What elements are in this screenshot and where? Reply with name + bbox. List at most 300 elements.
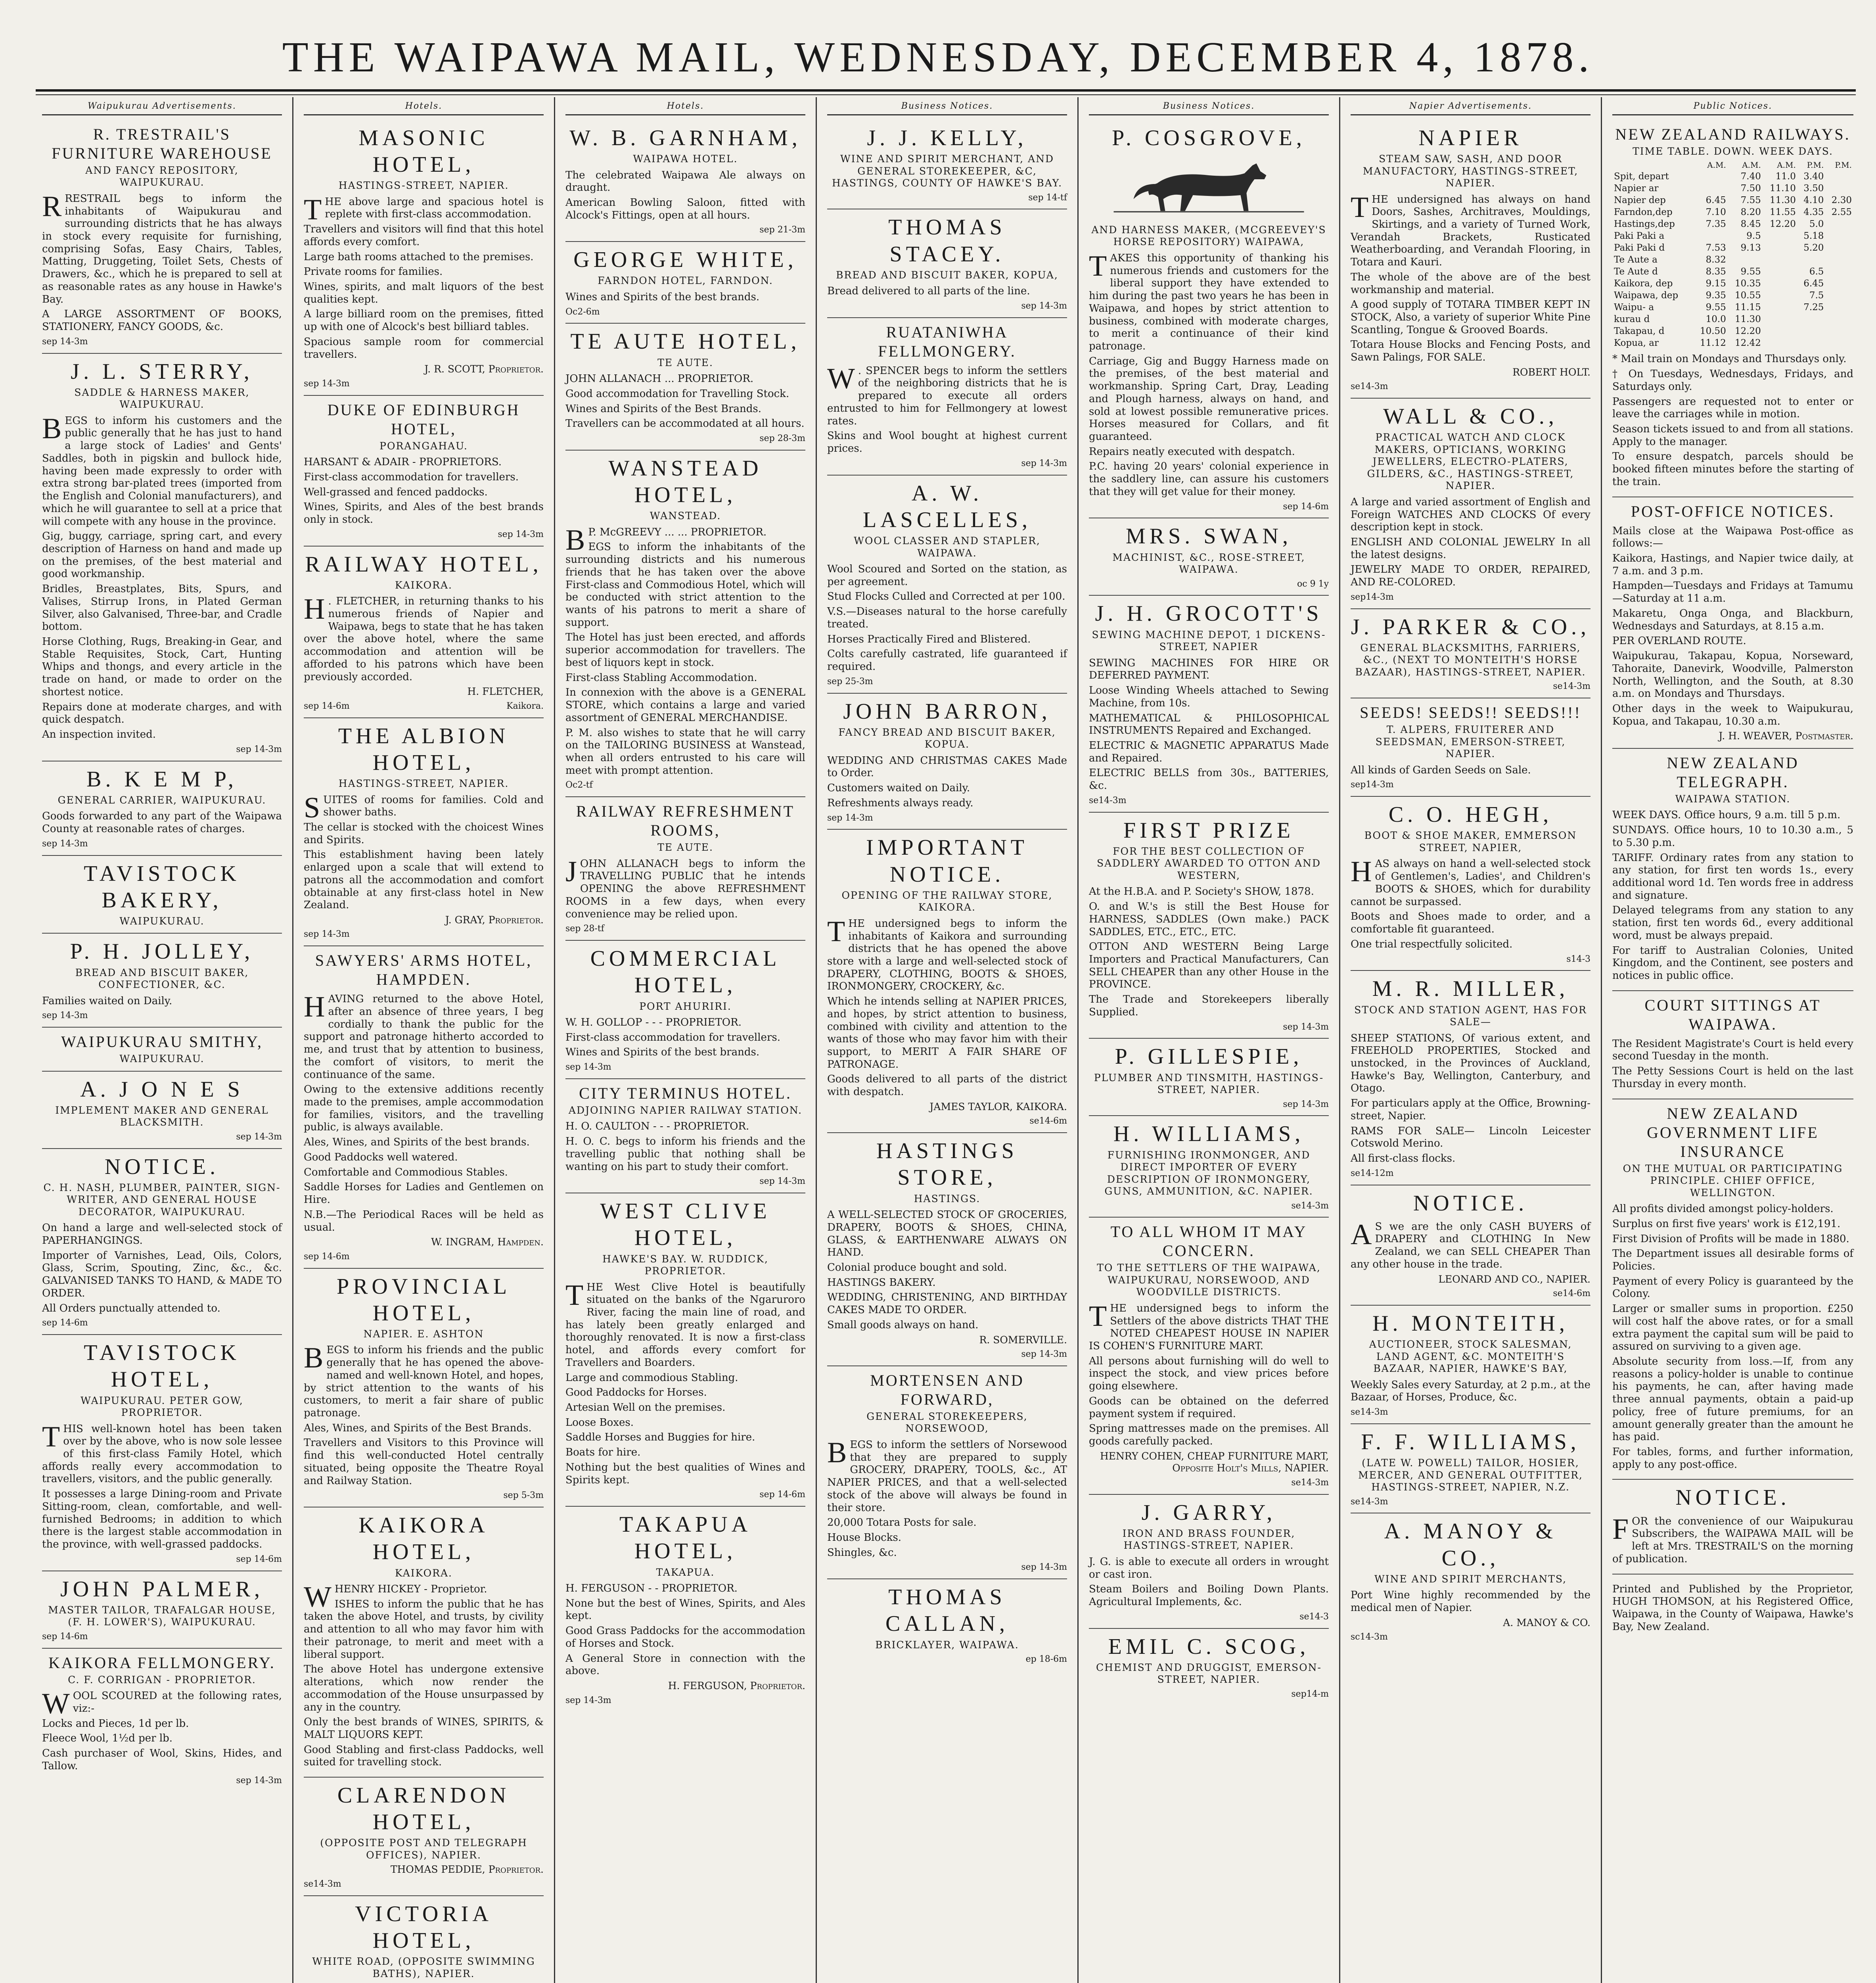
ad-insertion-code bbox=[304, 701, 544, 712]
timetable-cell: 10.50 bbox=[1700, 326, 1726, 337]
ad-subtitle: GENERAL CARRIER, WAIPUKURAU. bbox=[57, 794, 266, 806]
ad-subtitle: CHEMIST AND DRUGGIST, EMERSON-STREET, NAPIER. bbox=[1096, 1661, 1322, 1686]
timetable-cell: Hastings,dep bbox=[1614, 219, 1675, 229]
timetable-cell bbox=[1763, 278, 1797, 290]
ad-title: TAVISTOCK BAKERY, bbox=[84, 861, 240, 913]
ad-paragraph-text: EGS to inform the settlers of Norsewood that they are prepared to supply GROCERY, DRAPERY, TOOLS, &c., AT NAPIER PRICES, and that a well-selected stock of the above will always be found in their store. bbox=[827, 1438, 1067, 1514]
ad-subtitle: GENERAL BLACKSMITHS, FARRIERS, &C., (NEXT TO MONTEITH'S HORSE BAZAAR), HASTINGS-STREET, NAPIER. bbox=[1355, 642, 1586, 678]
ad-subtitle: PORT AHURIRI. bbox=[639, 1000, 732, 1012]
ad-title: NAPIER bbox=[1418, 125, 1523, 150]
ad-paragraph bbox=[42, 190, 282, 306]
ad-subtitle: IRON AND BRASS FOUNDER, HASTINGS-STREET, NAPIER. bbox=[1122, 1527, 1295, 1551]
ad-subtitle: TO THE SETTLERS OF THE WAIPAWA, WAIPUKURAU, NORSEWOOD, AND WOODVILLE DISTRICTS. bbox=[1097, 1262, 1321, 1298]
ad-title: WANSTEAD HOTEL, bbox=[608, 456, 763, 508]
advertisement bbox=[1612, 749, 1853, 991]
ad-paragraph-text: Wines, Spirits, and Ales of the best brands only in stock. bbox=[304, 501, 544, 526]
column-header: Business Notices. bbox=[827, 101, 1067, 115]
ad-body bbox=[827, 915, 1067, 1099]
ad-subtitle: WANSTEAD. bbox=[650, 510, 721, 522]
ad-paragraph bbox=[42, 1718, 282, 1730]
ad-paragraph bbox=[1089, 901, 1329, 938]
ad-paragraph bbox=[827, 1547, 1067, 1559]
ad-paragraph-text: Which he intends selling at NAPIER PRICES, and hopes, by strict attention to business, combined with civility and attention to the wants of those who may favor him with their support, to MERIT A FAIR SHARE OF PATRONAGE. bbox=[827, 995, 1067, 1070]
ad-body bbox=[1351, 191, 1590, 364]
timetable-cell bbox=[1825, 290, 1853, 301]
timetable-cell bbox=[1797, 325, 1826, 337]
ad-body bbox=[42, 810, 282, 835]
ad-paragraph-text: Bridles, Breastplates, Bits, Spurs, and Valises, Stirrup Irons, in Plated German Silver, also Galvanised, Three-bar, and Cradle bottom. bbox=[42, 583, 282, 633]
ad-subtitle: WAIPAWA STATION. bbox=[1675, 793, 1791, 805]
ad-paragraph-text: Goods can be obtained on the deferred payment system if required. bbox=[1089, 1395, 1329, 1420]
ad-subtitle: TE AUTE. bbox=[657, 357, 713, 368]
ad-paragraph bbox=[827, 1291, 1067, 1316]
ad-code-text: sep 14-3m bbox=[304, 378, 350, 389]
timetable-header-cell: A.M. bbox=[1707, 160, 1726, 170]
ad-paragraph-text: P.C. having 20 years' colonial experience in the saddlery line, can assure his customers that they will get value for their money. bbox=[1089, 460, 1329, 498]
drop-cap: S bbox=[304, 791, 320, 824]
ad-paragraph-text: EGS to inform his friends and the public generally that he has opened the above-named and well-known Hotel, and hopes, by strict attention to the wants of his customers, to merit a fair share of public patronage. bbox=[304, 1344, 544, 1419]
ad-body bbox=[1351, 1218, 1590, 1271]
timetable-cell: 9.13 bbox=[1740, 243, 1761, 253]
ad-insertion-code bbox=[565, 1062, 805, 1073]
timetable-cell: 6.45 bbox=[1803, 278, 1824, 289]
ad-paragraph-text: A good supply of TOTARA TIMBER KEPT IN STOCK, Also, a variety of superior White Pine Scantling, Tongue & Grooved Boards. bbox=[1351, 299, 1590, 336]
ad-paragraph bbox=[304, 193, 544, 226]
ad-paragraph-text: Surplus on first five years' work is £12,191. bbox=[1612, 1218, 1841, 1230]
ad-paragraph bbox=[1089, 1302, 1329, 1353]
ad-paragraph-text: Repairs done at moderate charges, and with quick despatch. bbox=[42, 701, 282, 726]
ad-paragraph bbox=[565, 1431, 805, 1444]
ad-paragraph-text: The Resident Magistrate's Court is held every second Tuesday in the month. bbox=[1612, 1038, 1853, 1062]
railway-timetable bbox=[1612, 160, 1853, 349]
ad-paragraph bbox=[565, 388, 805, 401]
ad-title: J. L. STERRY, bbox=[71, 359, 253, 384]
advertisement bbox=[304, 1269, 544, 1508]
advertisement bbox=[565, 1507, 805, 1711]
ad-paragraph bbox=[1351, 191, 1590, 269]
ad-paragraph-text: At the H.B.A. and P. Society's SHOW, 1878. bbox=[1089, 886, 1314, 898]
ad-paragraph bbox=[565, 1417, 805, 1429]
timetable-cell: 7.10 bbox=[1705, 207, 1726, 217]
timetable-cell: 7.40 bbox=[1740, 171, 1761, 182]
ad-paragraph-text: EGS to inform his customers and the public generally that he has just to hand a large stock of Ladies' and Gents' Saddles, both in pigskin and bullock hide, having been made expressly to order with extra strong bar-plated trees (imported from the English and Colonial manufacturers), and which he will guarantee to sell at a price that will compete with any house in the province. bbox=[42, 414, 282, 527]
ad-paragraph-text: SUNDAYS. Office hours, 10 to 10.30 a.m., 5 to 5.30 p.m. bbox=[1612, 824, 1853, 849]
ad-subtitle: BREAD AND BISCUIT BAKER, CONFECTIONER, &C. bbox=[75, 967, 249, 991]
ad-paragraph bbox=[565, 524, 805, 556]
ad-paragraph-text: None but the best of Wines, Spirits, and Ales kept. bbox=[565, 1597, 805, 1622]
ad-paragraph bbox=[42, 810, 282, 835]
ad-code-text: se14-3m bbox=[1351, 382, 1388, 392]
ad-paragraph-text: Port Wine highly recommended by the medical men of Napier. bbox=[1351, 1589, 1590, 1614]
advertisement bbox=[1351, 698, 1590, 797]
ad-paragraph-text: Locks and Pieces, 1d per lb. bbox=[42, 1717, 189, 1730]
ad-code-text: se14-3m bbox=[1351, 1496, 1388, 1507]
ad-paragraph bbox=[1612, 650, 1853, 700]
ad-code-text: se14-6m bbox=[1553, 1289, 1590, 1299]
ad-signature: W. INGRAM, Hampden. bbox=[431, 1236, 544, 1248]
ad-paragraph bbox=[304, 1437, 544, 1487]
ad-paragraph-text: The Department issues all desirable forms of Policies. bbox=[1612, 1248, 1853, 1272]
ad-paragraph-text: Saddle Horses for Ladies and Gentlemen on Hire. bbox=[304, 1181, 544, 1206]
ad-paragraph-text: † On Tuesdays, Wednesdays, Fridays, and Saturdays only. bbox=[1612, 368, 1853, 393]
ad-insertion-code bbox=[1089, 1201, 1329, 1212]
advertisement bbox=[1612, 991, 1853, 1099]
timetable-header-cell bbox=[1612, 160, 1693, 170]
ad-subtitle: WHITE ROAD, (OPPOSITE SWIMMING BATHS), NAPIER. bbox=[312, 1956, 535, 1979]
ad-paragraph-text: Hampden—Tuesdays and Fridays at Tamumu—Saturday at 11 a.m. bbox=[1612, 580, 1853, 605]
ad-subtitle: HASTINGS. bbox=[914, 1193, 981, 1204]
ad-title: RAILWAY HOTEL, bbox=[305, 552, 542, 577]
timetable-cell bbox=[1825, 278, 1853, 290]
ad-paragraph bbox=[565, 1032, 805, 1044]
advertisement bbox=[42, 354, 282, 761]
timetable-cell: Te Aute d bbox=[1614, 267, 1658, 277]
ad-body bbox=[1089, 1556, 1329, 1609]
ad-insertion-code bbox=[42, 1132, 282, 1143]
ad-paragraph bbox=[827, 633, 1067, 646]
ad-paragraph bbox=[827, 1436, 1067, 1514]
advertisement bbox=[42, 1571, 282, 1649]
ad-paragraph bbox=[1612, 1065, 1853, 1090]
ad-paragraph-text: First-class accommodation for travellers. bbox=[304, 471, 519, 483]
ad-paragraph-text: HARSANT & ADAIR - PROPRIETORS. bbox=[304, 456, 502, 468]
ad-code-text: se14-3m bbox=[304, 1879, 341, 1889]
ad-paragraph-text: PER OVERLAND ROUTE. bbox=[1612, 635, 1746, 647]
ad-body bbox=[565, 291, 805, 304]
ad-subtitle: T. ALPERS, FRUITERER AND SEEDSMAN, EMERSON-STREET, NAPIER. bbox=[1375, 724, 1566, 760]
ad-code-text: sep 14-6m bbox=[304, 1251, 350, 1262]
ad-title: C. O. HEGH, bbox=[1388, 802, 1553, 827]
advertisement bbox=[1351, 399, 1590, 609]
ad-code-text: sep 14-tf bbox=[1028, 192, 1067, 203]
ad-paragraph-text: A LARGE ASSORTMENT OF BOOKS, STATIONERY, FANCY GOODS, &c. bbox=[42, 308, 282, 333]
ad-paragraph-text: A General Store in connection with the above. bbox=[565, 1652, 805, 1677]
ad-insertion-code bbox=[565, 1176, 805, 1187]
ad-paragraph bbox=[42, 1250, 282, 1300]
ad-paragraph bbox=[1612, 580, 1853, 605]
ad-paragraph bbox=[565, 169, 805, 194]
ad-paragraph bbox=[1612, 904, 1853, 942]
ad-paragraph bbox=[42, 1688, 282, 1720]
ad-paragraph-text: Good accommodation for Travelling Stock. bbox=[565, 387, 789, 400]
ad-body bbox=[1351, 1589, 1590, 1614]
horse-engraving-icon bbox=[1089, 155, 1329, 215]
ad-insertion-code bbox=[304, 1879, 544, 1890]
ad-paragraph bbox=[1612, 1203, 1853, 1216]
ad-paragraph bbox=[1612, 824, 1853, 849]
ad-paragraph-text: Gig, buggy, carriage, spring cart, and every description of Harness on hand and made up on the premises, of the best material and good workmanship. bbox=[42, 530, 282, 580]
ad-paragraph-text: Families waited on Daily. bbox=[42, 995, 172, 1007]
ad-insertion-code bbox=[42, 1776, 282, 1786]
ad-paragraph bbox=[304, 1598, 544, 1661]
ad-paragraph-text: Totara House Blocks and Fencing Posts, and Sawn Palings, FOR SALE. bbox=[1351, 339, 1590, 364]
ad-paragraph-text: JOHN ALLANACH ... PROPRIETOR. bbox=[565, 373, 754, 385]
ad-paragraph-text: OOL SCOURED at the following rates, viz:- bbox=[73, 1690, 282, 1715]
ad-paragraph-text: Only the best brands of WINES, SPIRITS, & MALT LIQUORS KEPT. bbox=[304, 1716, 544, 1741]
ad-paragraph bbox=[42, 1747, 282, 1772]
ad-title: JOHN PALMER, bbox=[60, 1576, 264, 1601]
ad-subtitle: BREAD AND BISCUIT BAKER, KOPUA, bbox=[836, 269, 1058, 281]
ad-insertion-code bbox=[1351, 681, 1590, 692]
ad-paragraph bbox=[42, 701, 282, 726]
timetable-cell bbox=[1763, 290, 1797, 301]
ad-paragraph bbox=[304, 1151, 544, 1164]
ad-code-text: sep 28-tf bbox=[565, 924, 604, 934]
timetable-cell: Waipu- a bbox=[1614, 302, 1654, 313]
ad-paragraph-text: WEDDING, CHRISTENING, AND BIRTHDAY CAKES MADE TO ORDER. bbox=[827, 1291, 1067, 1316]
ad-insertion-code bbox=[827, 1654, 1067, 1665]
ad-subtitle: ON THE MUTUAL OR PARTICIPATING PRINCIPLE. CHIEF OFFICE, WELLINGTON. bbox=[1623, 1162, 1843, 1199]
ad-paragraph-text: WEDDING AND CHRISTMAS CAKES Made to Order. bbox=[827, 754, 1067, 779]
advertisement bbox=[42, 856, 282, 934]
ad-paragraph-text: Other days in the week to Waipukurau, Kopua, and Takapau, 10.30 a.m. bbox=[1612, 702, 1853, 727]
timetable-row bbox=[1612, 301, 1853, 313]
ad-paragraph bbox=[42, 636, 282, 699]
ad-paragraph bbox=[1612, 451, 1853, 488]
column-6 bbox=[1340, 97, 1602, 1983]
column-header: Waipukurau Advertisements. bbox=[42, 101, 282, 115]
ad-paragraph bbox=[827, 782, 1067, 795]
timetable-cell: Takapau, d bbox=[1614, 326, 1665, 337]
ad-subtitle: WINE AND SPIRIT MERCHANT, AND GENERAL STOREKEEPER, &C, HASTINGS, COUNTY OF HAWKE'S BAY. bbox=[832, 153, 1063, 189]
ad-subtitle: HASTINGS-STREET, NAPIER. bbox=[338, 778, 509, 789]
ad-paragraph bbox=[1351, 564, 1590, 589]
ad-subtitle: AND FANCY REPOSITORY, WAIPUKURAU. bbox=[85, 164, 239, 188]
ad-paragraph-text: J. G. is able to execute all orders in wrought or cast iron. bbox=[1089, 1555, 1329, 1580]
timetable-cell: 10.55 bbox=[1734, 290, 1761, 301]
ad-subtitle: PRACTICAL WATCH AND CLOCK MAKERS, OPTICIANS, WORKING JEWELLERS, ELECTRO-PLATERS, GILDERS, &C., HASTINGS-STREET, NAPIER. bbox=[1367, 432, 1574, 492]
ad-subtitle: HAWKE'S BAY. W. RUDDICK, PROPRIETOR. bbox=[602, 1253, 768, 1277]
timetable-cell: Waipawa, dep bbox=[1614, 290, 1679, 301]
advertisement bbox=[827, 318, 1067, 476]
ad-title: H. MONTEITH, bbox=[1372, 1311, 1569, 1336]
ad-paragraph-text: A WELL-SELECTED STOCK OF GROCERIES, DRAPERY, BOOTS & SHOES, CHINA, GLASS, & EARTHENWARE ALWAYS ON HAND. bbox=[827, 1209, 1067, 1259]
ad-insertion-code bbox=[304, 1252, 544, 1262]
ad-paragraph-text: Wines, spirits, and malt liquors of the best qualities kept. bbox=[304, 281, 544, 305]
ad-paragraph-text: Horses Practically Fired and Blistered. bbox=[827, 633, 1031, 645]
timetable-cell: 7.53 bbox=[1705, 243, 1726, 253]
column-header: Napier Advertisements. bbox=[1351, 101, 1590, 115]
ad-paragraph bbox=[1612, 1446, 1853, 1471]
ad-paragraph-text: Travellers and visitors will find that this hotel affords every comfort. bbox=[304, 223, 544, 248]
ad-insertion-code bbox=[42, 1632, 282, 1642]
timetable-cell: 5.0 bbox=[1809, 219, 1824, 229]
ad-body bbox=[304, 993, 544, 1234]
ad-paragraph bbox=[1351, 299, 1590, 336]
drop-cap: T bbox=[1351, 191, 1369, 224]
ad-paragraph-text: N.B.—The Periodical Races will be held as usual. bbox=[304, 1208, 544, 1233]
ad-paragraph bbox=[304, 1136, 544, 1149]
advertisement bbox=[827, 1366, 1067, 1579]
ad-paragraph-text: Artesian Well on the premises. bbox=[565, 1402, 726, 1414]
ad-paragraph bbox=[565, 1402, 805, 1414]
ad-body bbox=[42, 1690, 282, 1772]
ad-paragraph-text: Shingles, &c. bbox=[827, 1546, 897, 1559]
advertisement bbox=[827, 1133, 1067, 1366]
ad-paragraph-text: For tariff to Australian Colonies, United Kingdom, and the Continent, see posters and notices in public office. bbox=[1612, 944, 1853, 982]
ad-body bbox=[42, 190, 282, 334]
ad-subtitle: PLUMBER AND TINSMITH, HASTINGS-STREET, NAPIER. bbox=[1094, 1072, 1324, 1096]
ad-body bbox=[1351, 855, 1590, 951]
ad-paragraph bbox=[565, 672, 805, 685]
ad-subtitle: WAIPUKURAU. bbox=[119, 1053, 205, 1065]
ad-signature: JAMES TAYLOR, KAIKORA. bbox=[929, 1101, 1067, 1112]
ad-title: HASTINGS STORE, bbox=[876, 1139, 1018, 1190]
ad-paragraph bbox=[827, 1262, 1067, 1274]
advertisement bbox=[827, 830, 1067, 1133]
ad-paragraph bbox=[827, 1073, 1067, 1098]
ad-code-text: oc 9 1y bbox=[1297, 579, 1329, 589]
ad-paragraph-text: All profits divided amongst policy-holders. bbox=[1612, 1203, 1834, 1215]
ad-paragraph bbox=[304, 1716, 544, 1741]
ad-paragraph bbox=[304, 1663, 544, 1714]
advertisement bbox=[1351, 971, 1590, 1185]
ad-insertion-code bbox=[1351, 592, 1590, 603]
ad-paragraph-text: Steam Boilers and Boiling Down Plants. Agricultural Implements, &c. bbox=[1089, 1583, 1329, 1608]
timetable-cell: 12.42 bbox=[1734, 338, 1761, 349]
ad-paragraph bbox=[1351, 1125, 1590, 1150]
ad-subtitle: IMPLEMENT MAKER AND GENERAL BLACKSMITH. bbox=[55, 1104, 269, 1128]
ad-body bbox=[565, 526, 805, 777]
ad-title: H. WILLIAMS, bbox=[1113, 1122, 1305, 1147]
ad-code-text: sep14-3m bbox=[1351, 780, 1394, 790]
advertisement bbox=[304, 1896, 544, 1983]
ad-code-text: sep 14-3m bbox=[42, 1011, 88, 1021]
ad-paragraph bbox=[1612, 1583, 1853, 1634]
ad-paragraph-text: H. O. CAULTON - - - PROPRIETOR. bbox=[565, 1120, 749, 1133]
ad-code-text: se14-6m bbox=[1029, 1116, 1067, 1126]
ad-code-text: sep 14-3m bbox=[42, 336, 88, 347]
ad-insertion-code bbox=[1351, 382, 1590, 392]
ad-paragraph bbox=[42, 583, 282, 633]
timetable-cell: 3.40 bbox=[1803, 171, 1824, 182]
ad-paragraph-text: Well-grassed and fenced paddocks. bbox=[304, 486, 488, 498]
timetable-cell: Napier dep bbox=[1614, 195, 1666, 205]
advertisement bbox=[1089, 120, 1329, 519]
ad-paragraph bbox=[1612, 423, 1853, 448]
ad-paragraph-text: UITES of rooms for families. Cold and shower baths. bbox=[323, 794, 544, 819]
timetable-cell: 7.50 bbox=[1740, 183, 1761, 194]
ad-body bbox=[1612, 1583, 1853, 1634]
ad-paragraph-text: One trial respectfully solicited. bbox=[1351, 938, 1513, 950]
ad-code-text: sep 21-3m bbox=[759, 225, 805, 235]
ad-title: RUATANIWHA FELLMONGERY. bbox=[878, 323, 1016, 360]
column-1 bbox=[32, 97, 293, 1983]
ad-paragraph-text: HE undersigned begs to inform the inhabitants of Kaikora and surrounding districts that he has opened the above store with a large and well-selected stock of DRAPERY, CLOTHING, BOOTS & SHOES, IRONMONGERY, CROCKERY, &c. bbox=[827, 917, 1067, 993]
ad-title: WAIPUKURAU SMITHY, bbox=[61, 1033, 263, 1051]
ad-paragraph-text: RESTRAIL begs to inform the inhabitants of Waipukurau and surrounding districts that he has always in stock every requisite for furnishing, comprising Sofas, Easy Chairs, Tables, Matting, Druggeting, Toilet Sets, Chests of Drawers, &c., which he is prepared to sell at as reasonable rates as any house in Hawke's Bay. bbox=[42, 192, 282, 305]
ad-paragraph-text: JEWELRY MADE TO ORDER, REPAIRED, AND RE-COLORED. bbox=[1351, 564, 1590, 589]
drop-cap: H bbox=[304, 593, 325, 626]
ad-title: TAVISTOCK HOTEL, bbox=[84, 1341, 240, 1392]
ad-paragraph-text: Colts carefully castrated, life guaranteed if required. bbox=[827, 648, 1067, 673]
ad-paragraph bbox=[1089, 993, 1329, 1018]
ad-paragraph-text: Kaikora, Hastings, and Napier twice daily, at 7 a.m. and 3 p.m. bbox=[1612, 552, 1853, 577]
advertisement bbox=[1089, 1495, 1329, 1629]
ad-paragraph bbox=[1351, 764, 1590, 777]
advertisement bbox=[565, 120, 805, 242]
advertisement bbox=[565, 1079, 805, 1193]
ad-paragraph bbox=[1351, 1218, 1590, 1271]
ad-insertion-code bbox=[565, 924, 805, 934]
advertisement bbox=[827, 1579, 1067, 1670]
ad-paragraph-text: The Trade and Storekeepers liberally Supplied. bbox=[1089, 993, 1329, 1018]
ad-body bbox=[1612, 1203, 1853, 1471]
advertisement bbox=[1612, 1099, 1853, 1480]
ad-paragraph-text: W. H. GOLLOP - - - PROPRIETOR. bbox=[565, 1016, 742, 1028]
ad-insertion-code bbox=[1089, 1099, 1329, 1110]
ad-code-text: se14-3m bbox=[1089, 795, 1127, 805]
ad-paragraph-text: Large bath rooms attached to the premises. bbox=[304, 251, 534, 263]
ad-paragraph bbox=[304, 1166, 544, 1179]
ad-paragraph bbox=[1612, 635, 1853, 648]
ad-paragraph bbox=[1351, 339, 1590, 364]
ad-paragraph bbox=[565, 541, 805, 629]
timetable-cell: 7.5 bbox=[1809, 290, 1824, 301]
advertisement bbox=[1612, 120, 1853, 497]
timetable-cell: 11.12 bbox=[1700, 338, 1726, 349]
ad-code-text: sep 14-3m bbox=[236, 1131, 282, 1142]
ad-title: THOMAS CALLAN, bbox=[885, 1585, 1009, 1636]
ad-paragraph bbox=[304, 251, 544, 264]
ad-paragraph bbox=[565, 373, 805, 385]
timetable-cell bbox=[1797, 313, 1826, 325]
ad-paragraph-text: HE above large and spacious hotel is replete with first-class accommodation. bbox=[325, 196, 544, 221]
ad-paragraph-text: Wines and Spirits of the best brands. bbox=[565, 291, 760, 303]
drop-cap: T bbox=[565, 1279, 584, 1312]
ad-paragraph bbox=[1612, 1218, 1853, 1231]
masthead-day: WEDNESDAY, bbox=[794, 34, 1115, 81]
ad-body bbox=[827, 755, 1067, 810]
ad-subtitle: KAIKORA. bbox=[395, 1567, 452, 1579]
ad-paragraph-text: Loose Boxes. bbox=[565, 1416, 634, 1429]
ad-paragraph bbox=[827, 1319, 1067, 1332]
ad-title: KAIKORA HOTEL, bbox=[358, 1513, 489, 1565]
ad-subtitle: KAIKORA. bbox=[395, 579, 452, 591]
ad-subtitle: C. F. CORRIGAN - PROPRIETOR. bbox=[68, 1674, 256, 1686]
ad-paragraph-text: Good Stabling and first-class Paddocks, well suited for travelling stock. bbox=[304, 1743, 544, 1768]
advertisement bbox=[1351, 797, 1590, 971]
ad-insertion-code bbox=[1089, 1612, 1329, 1622]
ad-title: B. K E M P, bbox=[86, 767, 238, 792]
advertisement bbox=[1351, 1306, 1590, 1424]
timetable-cell bbox=[1825, 218, 1853, 230]
ad-paragraph-text: Customers waited on Daily. bbox=[827, 782, 970, 794]
timetable-cell bbox=[1825, 325, 1853, 337]
ad-body bbox=[1612, 1515, 1853, 1566]
ad-signature: R. SOMERVILLE. bbox=[979, 1334, 1067, 1346]
ad-body bbox=[565, 373, 805, 430]
ad-paragraph bbox=[565, 1582, 805, 1595]
ad-paragraph bbox=[565, 1135, 805, 1173]
ad-body bbox=[827, 1209, 1067, 1331]
ad-paragraph bbox=[1612, 945, 1853, 982]
ad-code-text: sep 14-3m bbox=[236, 744, 282, 754]
timetable-cell: Te Aute a bbox=[1614, 255, 1658, 265]
ad-paragraph bbox=[1612, 525, 1853, 550]
ad-paragraph bbox=[1351, 855, 1590, 908]
ad-paragraph bbox=[827, 1532, 1067, 1544]
ad-paragraph-text: The celebrated Waipawa Ale always on draught. bbox=[565, 169, 805, 194]
ad-subtitle: WINE AND SPIRIT MERCHANTS, bbox=[1374, 1573, 1567, 1585]
ad-body bbox=[565, 1582, 805, 1678]
ad-paragraph-text: All kinds of Garden Seeds on Sale. bbox=[1351, 764, 1531, 776]
ad-paragraph-text: American Bowling Saloon, fitted with Alcock's Fittings, open at all hours. bbox=[565, 196, 805, 221]
timetable-cell: 4.10 bbox=[1803, 195, 1824, 205]
advertisement bbox=[42, 1072, 282, 1149]
ad-subtitle: AUCTIONEER, STOCK SALESMAN, LAND AGENT, &C. MONTEITH'S BAZAAR, NAPIER, HAWKE'S BAY, bbox=[1369, 1339, 1572, 1375]
ad-code-text: sep14-3m bbox=[1351, 592, 1394, 602]
